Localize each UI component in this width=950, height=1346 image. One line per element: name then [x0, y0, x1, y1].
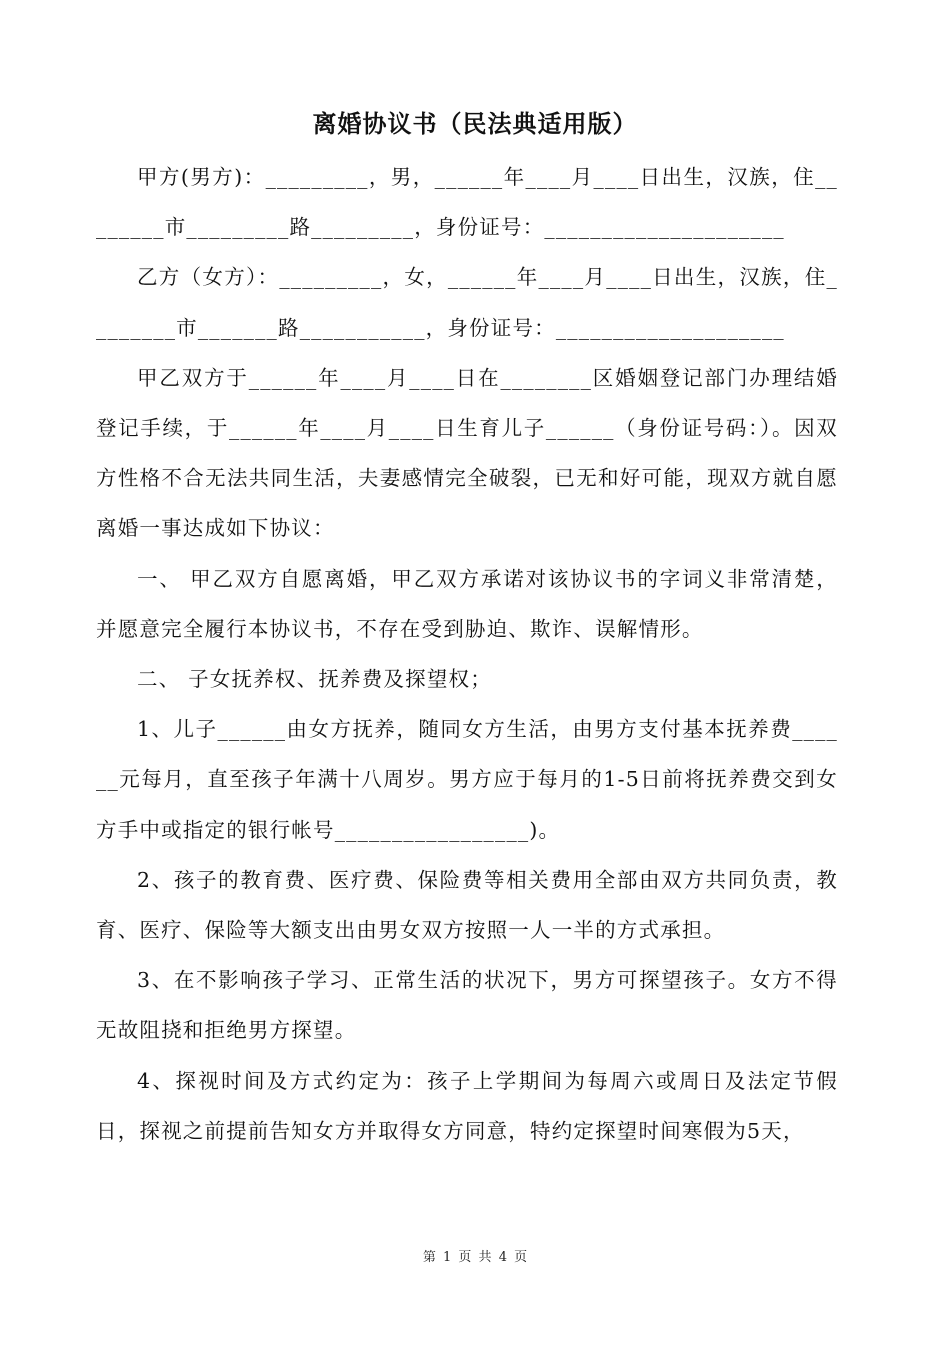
page-number-footer: 第 1 页 共 4 页 [422, 1250, 528, 1265]
clause-1-paragraph: 一、 甲乙双方自愿离婚，甲乙双方承诺对该协议书的字词义非常清楚，并愿意完全履行本协议书，不存在受到胁迫、欺诈、误解情形。 [96, 566, 838, 641]
custody-item-3: 3、在不影响孩子学习、正常生活的状况下，男方可探望孩子。女方不得无故阻挠和拒绝男方探望。 [96, 968, 838, 1043]
custody-item-4: 4、探视时间及方式约定为：孩子上学期间为每周六或周日及法定节假日，探视之前提前告知女方并取得女方同意，特约定探望时间寒假为5天， [96, 1068, 838, 1143]
clause-2-heading: 二、 子女抚养权、抚养费及探望权； [137, 667, 492, 692]
document-body [96, 152, 838, 1156]
party-a-paragraph: 甲方(男方)：_________，男，______年____月____日出生，汉族，住________市_________路_________，身份证号：_____________________ [96, 165, 838, 240]
party-b-paragraph: 乙方（女方）：_________，女，______年____月____日出生，汉族，住________市_______路___________，身份证号：____________________ [96, 265, 838, 340]
marriage-background-paragraph: 甲乙双方于______年____月____日在________区婚姻登记部门办理结婚登记手续，于______年____月____日生育儿子______（身份证号码：）。因双方性格不合无法共同生活，夫妻感情完全破裂，已无和好可能，现双方就自愿离婚一事达成如下协议： [96, 365, 838, 541]
custody-item-1: 1、儿子______由女方抚养，随同女方生活，由男方支付基本抚养费______元每月，直至孩子年满十八周岁。男方应于每月的1-5日前将抚养费交到女方手中或指定的银行帐号_________________)。 [96, 717, 838, 842]
custody-item-2: 2、孩子的教育费、医疗费、保险费等相关费用全部由双方共同负责，教育、医疗、保险等大额支出由男女双方按照一人一半的方式承担。 [96, 867, 838, 943]
document-title: 离婚协议书（民法典适用版） [312, 110, 638, 138]
